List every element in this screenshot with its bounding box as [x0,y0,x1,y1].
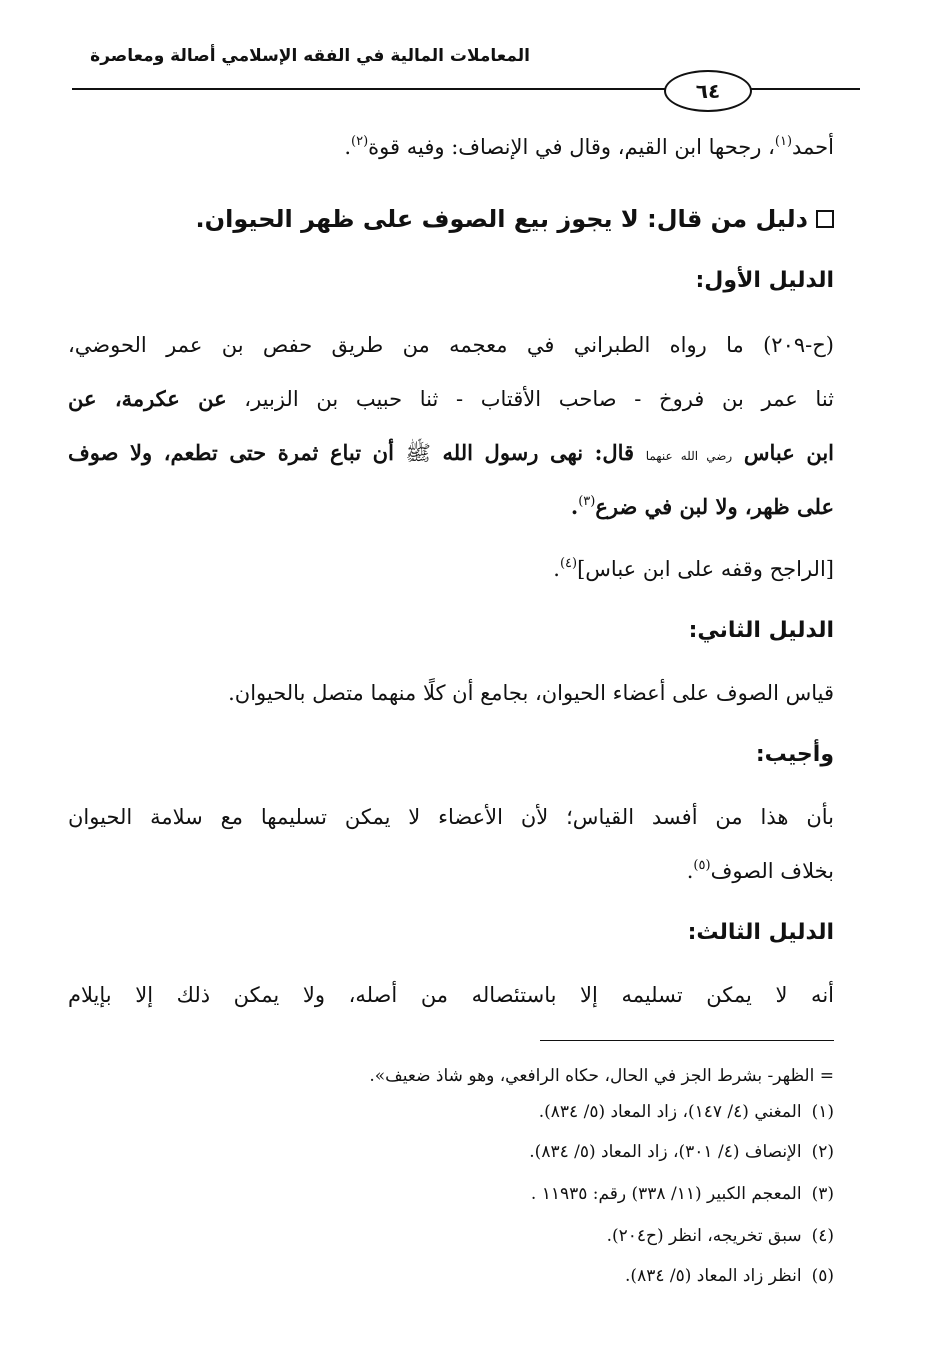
hadith-line-2-b: عن عكرمة، عن [68,386,227,411]
hadith-line-1: (ح-٢٠٩) ما رواه الطبراني في معجمه من طريق حفص بن عمر الحوضي، [68,333,834,357]
footnote-5 [68,1264,834,1288]
footnote-continuation: = الظهر- بشرط الجز في الحال، حكاه الرافعي، وهو شاذ ضعيف». [369,1066,834,1086]
p1-text-2: ، رجحها ابن القيم، وقال في الإنصاف: وفيه قوة [368,135,775,159]
footnote-number: (٤) [811,1226,834,1246]
ruling-text: [الراجح وقفه على ابن عباس] [577,557,834,581]
footnote-ref-3[interactable]: (٣) [578,494,596,509]
footnote-ref-5[interactable]: (٥) [693,858,711,873]
footnote-text: سبق تخريجه، انظر (ح٢٠٤). [606,1226,802,1246]
footnote-ref-2[interactable]: (٢) [351,134,369,149]
footnote-text: المغني (٤/ ١٤٧)، زاد المعاد (٥/ ٨٣٤). [538,1102,802,1122]
honorific-1: رضي الله عنهما [645,449,733,463]
running-title: المعاملات المالية في الفقه الإسلامي أصالة ومعاصرة [90,46,530,66]
answer-line-1: بأن هذا من أفسد القياس؛ لأن الأعضاء لا يمكن تسليمها مع سلامة الحيوان [68,805,834,829]
hadith-line-3-a: ابن عباس [732,440,834,465]
footnote-ref-4[interactable]: (٤) [559,556,578,571]
footnote-number: (٢) [811,1142,834,1162]
hadith-line-2-a: ثنا عمر بن فروخ - صاحب الأقتاب - ثنا حبيب بن الزبير، [226,387,835,411]
footnote-number: (٣) [811,1184,834,1204]
answer-end: . [686,859,694,883]
footnote-3 [68,1182,834,1206]
footnote-text: انظر زاد المعاد (٥/ ٨٣٤). [625,1266,802,1286]
hadith-line-3 [68,438,834,471]
honorific-2: ﷺ [405,441,431,465]
footnote-4 [68,1224,834,1248]
footnote-1 [68,1100,834,1124]
footnote-2 [68,1140,834,1164]
page-number: ٦٤ [664,70,752,112]
hadith-line-4 [68,492,834,522]
proof-3-heading: الدليل الثالث: [687,920,834,945]
hadith-line-4-text: على ظهر، ولا لبن في ضرع [595,494,834,519]
p1-text: أحمد [792,135,834,159]
proof-2-text: قياس الصوف على أعضاء الحيوان، بجامع أن كلًا منهما متصل بالحيوان. [228,681,834,705]
footnote-rule [540,1040,834,1041]
p1-end: . [344,135,352,159]
ruling-end: . [553,557,560,581]
section-heading-text: دليل من قال: لا يجوز بيع الصوف على ظهر الحيوان. [195,205,808,233]
footnote-text: المعجم الكبير (١١/ ٣٣٨) رقم: ١١٩٣٥ . [530,1184,802,1204]
hadith-line-3-b: قال: نهى رسول الله [430,440,646,465]
footnote-number: (١) [811,1102,834,1122]
footnote-number: (٥) [811,1266,834,1286]
proof-3-text: أنه لا يمكن تسليمه إلا باستئصاله من أصله، ولا يمكن ذلك إلا بإيلام [68,983,834,1007]
hadith-line-3-c: أن تباع ثمرة حتى تطعم، ولا صوف [68,440,406,465]
ruling-line [68,554,834,584]
footnote-ref-1[interactable]: (١) [774,134,793,149]
paragraph-1 [68,132,834,162]
section-heading [68,204,834,234]
footnote-text: الإنصاف (٤/ ٣٠١)، زاد المعاد (٥/ ٨٣٤). [529,1142,802,1162]
proof-1-heading: الدليل الأول: [695,268,834,293]
answer-line-2 [68,856,834,886]
hadith-end: . [570,494,579,519]
hadith-line-2 [68,384,834,414]
answer-line-2-text: بخلاف الصوف [710,859,834,883]
answer-heading: وأجيب: [755,742,834,767]
checkbox-square-icon [816,210,834,228]
proof-2-heading: الدليل الثاني: [688,618,834,643]
